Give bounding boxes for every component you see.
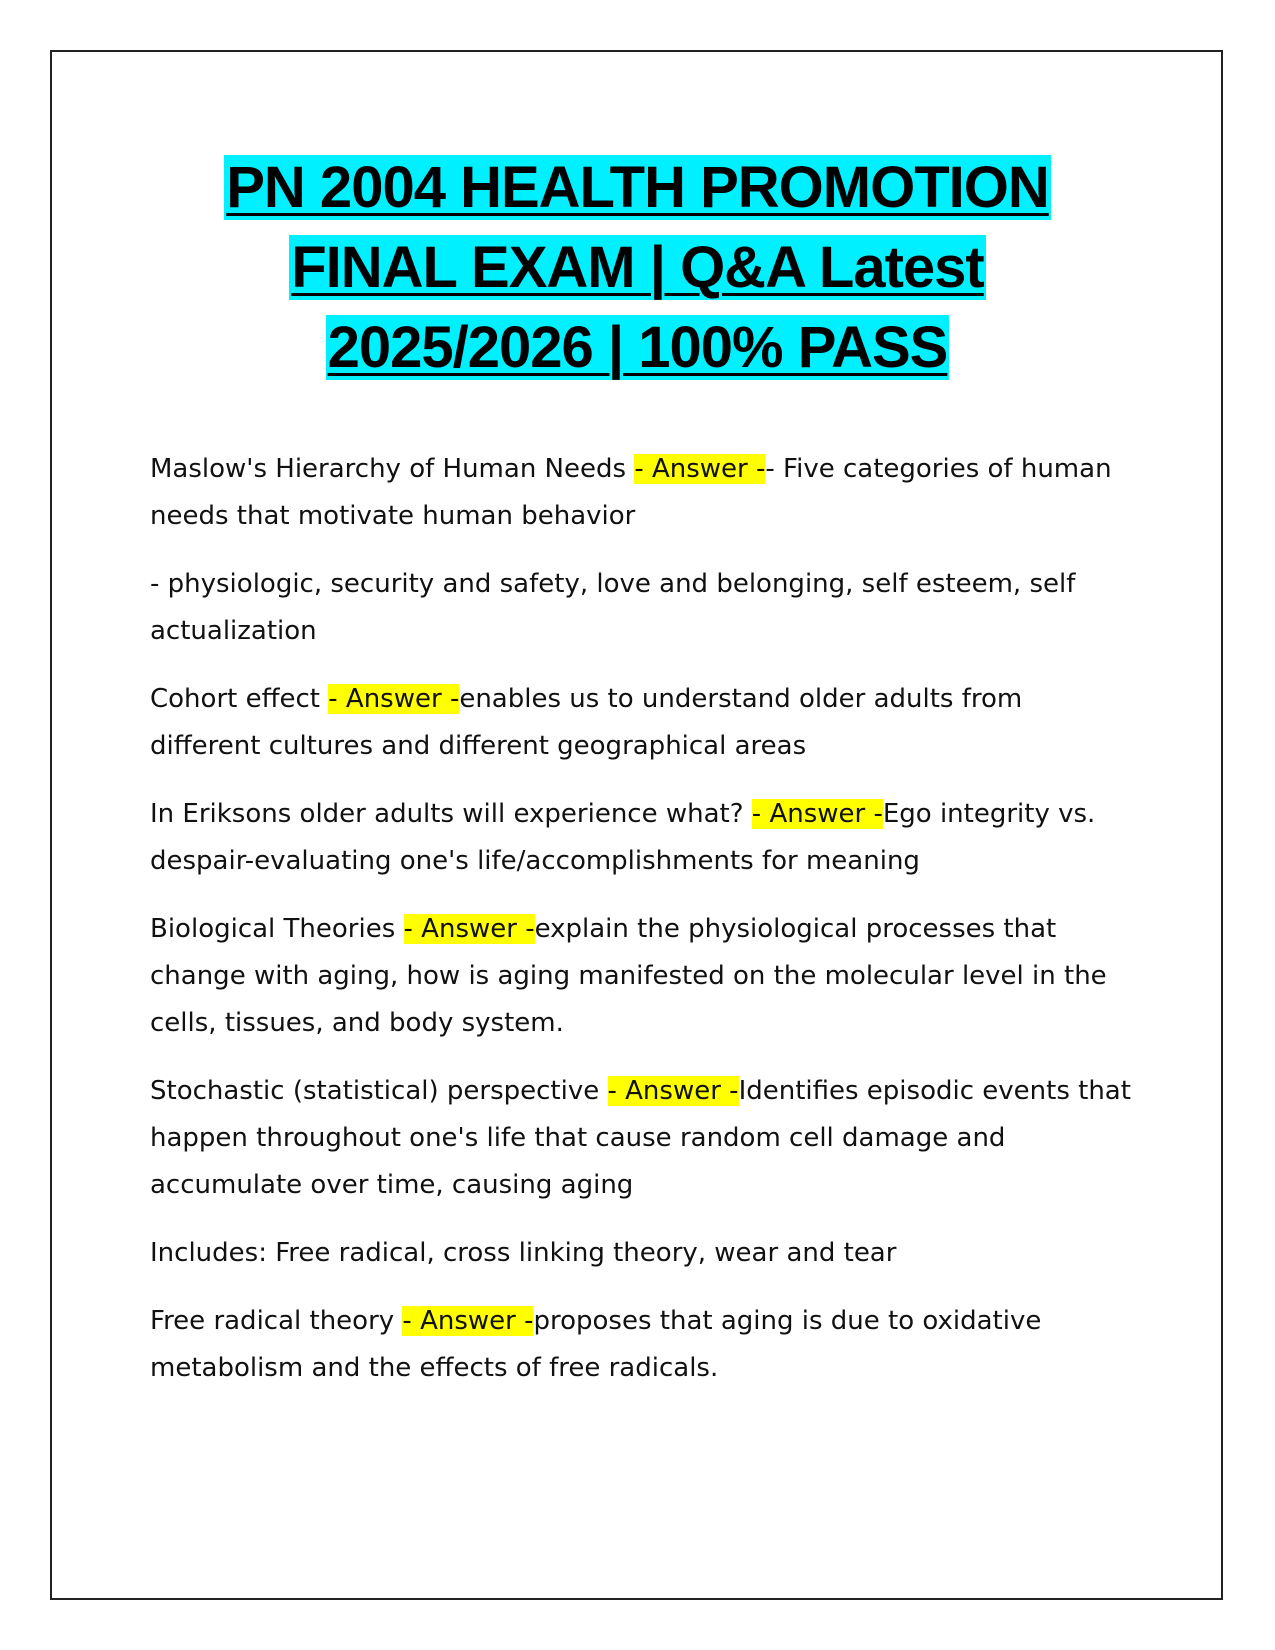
title-line-text: PN 2004 HEALTH PROMOTION (226, 155, 1049, 220)
qa-definition: explain the physiological processes that change with aging, how is aging manifested on the molecular level in the cells, tissues, and body system. (150, 914, 1107, 1038)
answer-marker: - Answer - (751, 799, 883, 829)
qa-note-text: Includes: Free radical, cross linking theory, wear and tear (150, 1238, 897, 1268)
qa-entry (150, 446, 1140, 540)
answer-marker: - Answer - (403, 914, 535, 944)
qa-entry (150, 1068, 1140, 1209)
qa-entry (150, 906, 1140, 1047)
qa-entry (150, 676, 1140, 770)
qa-term: Biological Theories (150, 914, 404, 944)
qa-definition: Identifies episodic events that happen throughout one's life that cause random cell damage and accumulate over time, causing aging (150, 1076, 1131, 1200)
qa-definition: enables us to understand older adults from different cultures and different geographical areas (150, 684, 1023, 761)
title-line (0, 228, 1275, 308)
title-line-text: FINAL EXAM | Q&A Latest (291, 235, 984, 300)
answer-marker: - Answer - (328, 684, 460, 714)
qa-definition: proposes that aging is due to oxidative metabolism and the effects of free radicals. (150, 1306, 1042, 1383)
title-line-text: 2025/2026 | 100% PASS (327, 315, 948, 380)
qa-note (150, 561, 1140, 655)
qa-entry (150, 791, 1140, 885)
document-title (0, 148, 1275, 388)
answer-marker: - Answer - (634, 454, 766, 484)
qa-term: In Eriksons older adults will experience what? (150, 799, 752, 829)
qa-term: Cohort effect (150, 684, 329, 714)
qa-content (150, 446, 1140, 1413)
answer-marker: - Answer - (607, 1076, 739, 1106)
qa-term: Stochastic (statistical) perspective (150, 1076, 608, 1106)
qa-definition: - Five categories of human needs that motivate human behavior (150, 454, 1112, 531)
qa-note-text: - physiologic, security and safety, love and belonging, self esteem, self actualization (150, 569, 1076, 646)
qa-entry (150, 1298, 1140, 1392)
answer-marker: - Answer - (402, 1306, 534, 1336)
qa-term: Free radical theory (150, 1306, 403, 1336)
qa-note (150, 1230, 1140, 1277)
qa-term: Maslow's Hierarchy of Human Needs (150, 454, 635, 484)
title-line (0, 308, 1275, 388)
title-line (0, 148, 1275, 228)
qa-definition: Ego integrity vs. despair-evaluating one's life/accomplishments for meaning (150, 799, 1096, 876)
